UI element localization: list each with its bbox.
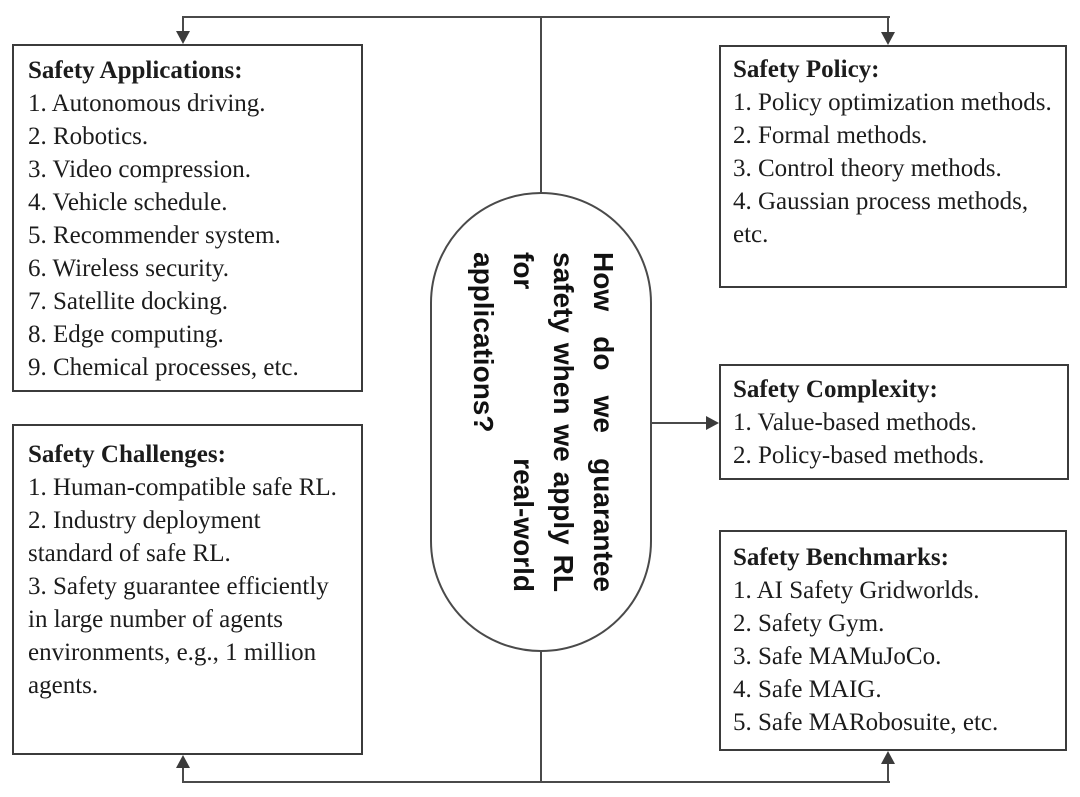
list-item: 6. Wireless security. xyxy=(28,255,230,282)
list-item: 5. Safe MARobosuite, etc. xyxy=(733,709,999,736)
box-title: Safety Policy: xyxy=(733,56,880,83)
bottom-left-connector-stub-line xyxy=(182,766,184,783)
center-top-vertical-line xyxy=(540,16,542,193)
arrow-down-into-applications-icon xyxy=(176,31,190,44)
list-item: 1. Policy optimization methods. xyxy=(733,89,1052,116)
list-item: 1. Autonomous driving. xyxy=(28,90,266,117)
bottom-horizontal-connector-line xyxy=(182,781,890,783)
box-safety-policy xyxy=(719,45,1067,288)
right-horizontal-connector-line xyxy=(652,422,708,424)
list-item: 4. Safe MAIG. xyxy=(733,676,882,703)
box-title: Safety Benchmarks: xyxy=(733,544,949,571)
box-safety-benchmarks xyxy=(719,530,1067,751)
list-item: 5. Recommender system. xyxy=(28,222,281,249)
list-item: 1. Value-based methods. xyxy=(733,409,977,436)
box-safety-challenges xyxy=(12,424,363,755)
list-item: 7. Satellite docking. xyxy=(28,288,228,315)
arrow-up-into-benchmarks-icon xyxy=(881,751,895,764)
list-item: 3. Control theory methods. xyxy=(733,155,1002,182)
list-item: 4. Gaussian process methods, etc. xyxy=(733,188,1029,248)
list-item: 2. Robotics. xyxy=(28,123,149,150)
arrow-up-into-challenges-icon xyxy=(176,755,190,768)
box-safety-complexity xyxy=(719,364,1069,480)
list-item: 2. Policy-based methods. xyxy=(733,442,985,469)
arrow-down-into-policy-icon xyxy=(881,32,895,45)
list-item: 3. Safe MAMuJoCo. xyxy=(733,643,942,670)
list-item: 8. Edge computing. xyxy=(28,321,224,348)
arrow-right-into-complexity-icon xyxy=(706,416,719,430)
top-horizontal-connector-line xyxy=(182,16,890,18)
list-item: 2. Safety Gym. xyxy=(733,610,885,637)
box-title: Safety Challenges: xyxy=(28,441,226,468)
bottom-right-connector-stub-line xyxy=(887,762,889,783)
list-item: 2. Industry deployment standard of safe RL. xyxy=(28,507,261,567)
list-item: 1. Human-compatible safe RL. xyxy=(28,474,337,501)
box-safety-applications xyxy=(12,44,363,392)
list-item: 3. Safety guarantee efficiently in large number of agents environments, e.g., 1 million agents. xyxy=(28,573,329,699)
box-title: Safety Applications: xyxy=(28,57,243,84)
list-item: 3. Video compression. xyxy=(28,156,252,183)
box-title: Safety Complexity: xyxy=(733,376,938,403)
list-item: 2. Formal methods. xyxy=(733,122,928,149)
center-bottom-vertical-line xyxy=(540,651,542,783)
center-question-text: How do we guarantee safety when we apply RL for real-world applications? xyxy=(468,252,619,592)
list-item: 9. Chemical processes, etc. xyxy=(28,354,299,381)
list-item: 4. Vehicle schedule. xyxy=(28,189,228,216)
list-item: 1. AI Safety Gridworlds. xyxy=(733,577,980,604)
